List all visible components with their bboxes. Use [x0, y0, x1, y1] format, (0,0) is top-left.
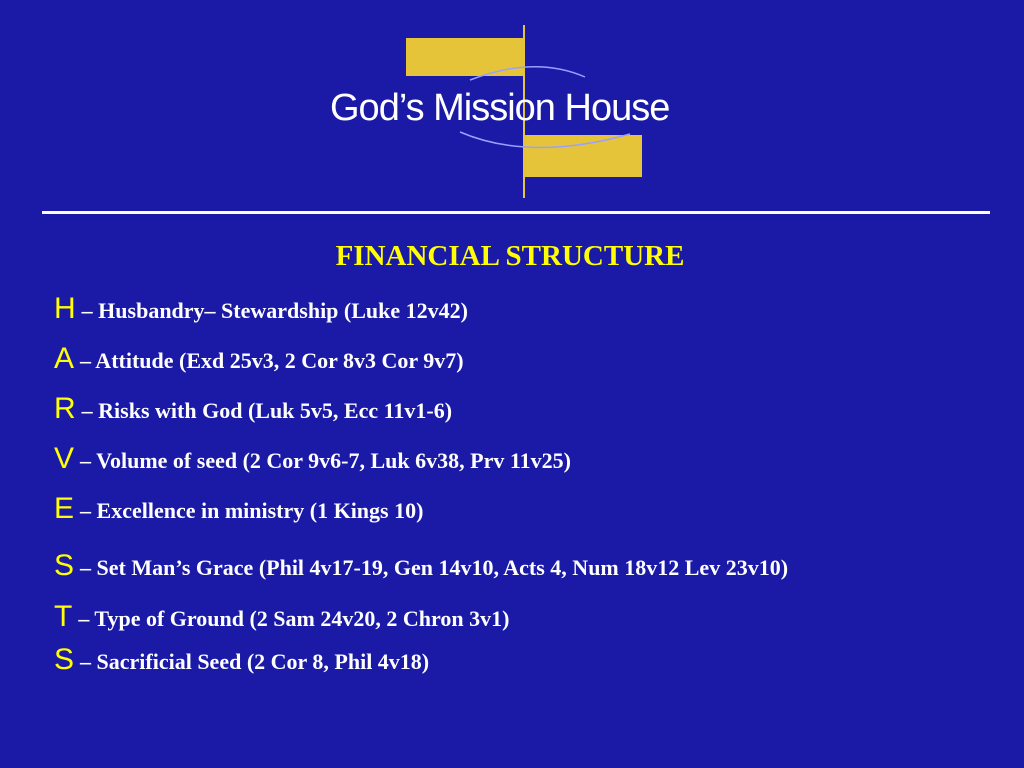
acronym-letter: S	[54, 549, 75, 582]
list-item	[54, 492, 423, 531]
acronym-letter: A	[54, 342, 75, 375]
item-description: – Type of Ground (2 Sam 24v20, 2 Chron 3v1)	[78, 606, 510, 631]
slide-title: FINANCIAL STRUCTURE	[335, 240, 685, 272]
acronym-letter: H	[54, 292, 76, 325]
item-description: – Husbandry– Stewardship (Luke 12v42)	[81, 298, 468, 323]
list-item	[54, 292, 468, 331]
acronym-letter: S	[54, 643, 75, 676]
acronym-letter: T	[54, 600, 73, 633]
item-description: – Risks with God (Luk 5v5, Ecc 11v1-6)	[81, 398, 453, 423]
list-item	[54, 600, 509, 639]
item-description: – Excellence in ministry (1 Kings 10)	[80, 498, 424, 523]
list-item	[54, 342, 464, 381]
acronym-letter: R	[54, 392, 76, 425]
list-item	[54, 643, 429, 682]
acronym-letter: V	[54, 442, 75, 475]
list-item	[54, 442, 571, 481]
item-description: – Volume of seed (2 Cor 9v6-7, Luk 6v38, Prv 11v25)	[80, 448, 571, 473]
item-description: – Sacrificial Seed (2 Cor 8, Phil 4v18)	[80, 649, 430, 674]
logo-upper-bar	[406, 38, 524, 76]
logo-lower-bar	[524, 135, 642, 177]
list-item	[54, 549, 788, 588]
list-item	[54, 392, 452, 431]
item-description: – Set Man’s Grace (Phil 4v17-19, Gen 14v10, Acts 4, Num 18v12 Lev 23v10)	[80, 555, 789, 580]
header-divider	[42, 211, 990, 214]
acronym-letter: E	[54, 492, 75, 525]
item-description: – Attitude (Exd 25v3, 2 Cor 8v3 Cor 9v7)	[80, 348, 464, 373]
org-name: God’s Mission House	[330, 87, 670, 129]
